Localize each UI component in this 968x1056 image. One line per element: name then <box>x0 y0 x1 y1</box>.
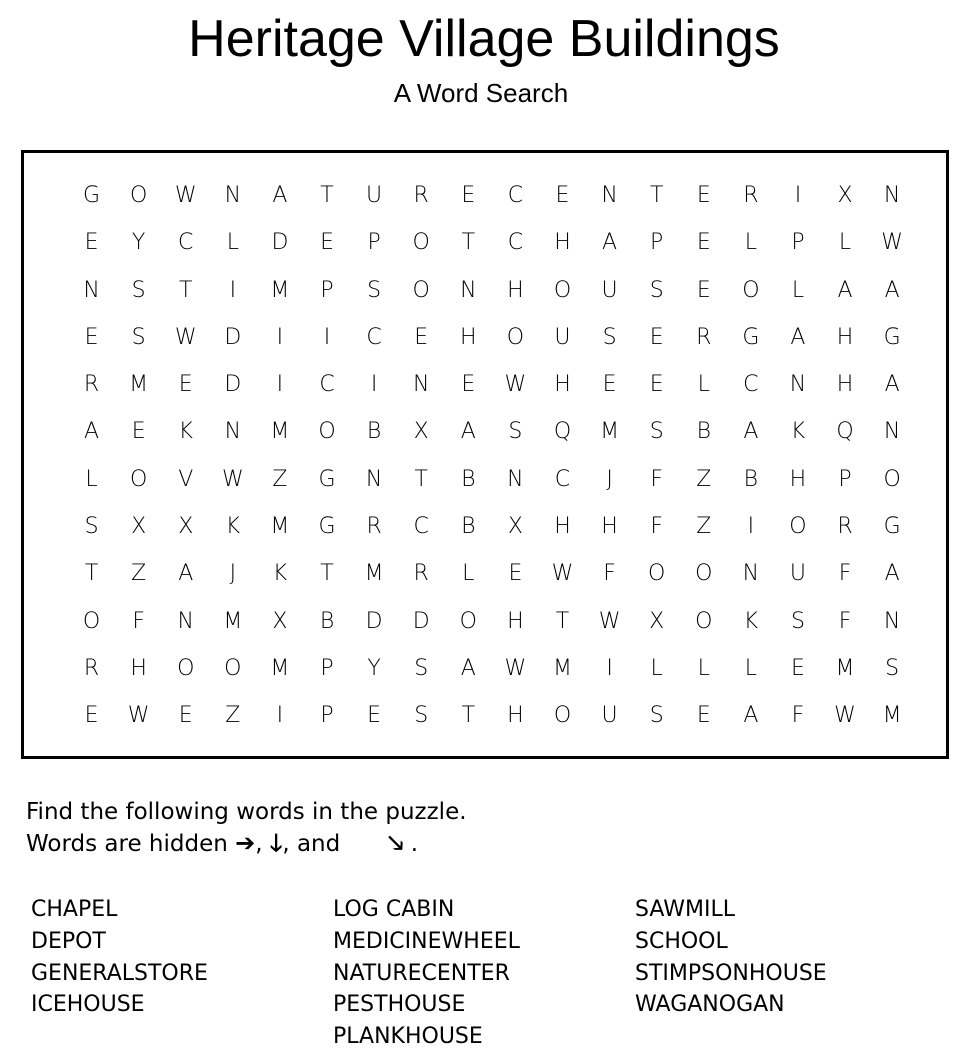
grid-letter[interactable]: E <box>178 703 193 729</box>
grid-letter[interactable]: G <box>318 466 336 492</box>
grid-letter[interactable]: C <box>507 230 524 256</box>
grid-letter[interactable]: O <box>412 277 430 303</box>
grid-letter[interactable]: B <box>696 419 711 445</box>
arrow-down-icon: 🡓 <box>269 829 283 857</box>
grid-letter[interactable]: G <box>318 514 336 540</box>
grid-letter[interactable]: S <box>649 419 664 445</box>
grid-letter[interactable]: X <box>837 183 853 208</box>
grid-letter[interactable]: U <box>789 561 806 587</box>
grid-letter[interactable]: V <box>178 466 194 492</box>
grid-letter[interactable]: L <box>791 277 805 303</box>
grid-letter[interactable]: B <box>461 466 476 492</box>
grid-letter[interactable]: U <box>366 183 383 208</box>
grid-letter[interactable]: R <box>83 372 100 398</box>
grid-letter[interactable]: S <box>131 277 146 303</box>
grid-letter[interactable]: A <box>743 703 759 729</box>
grid-letter[interactable]: S <box>508 419 523 445</box>
grid-letter[interactable]: H <box>130 655 147 681</box>
grid-letter[interactable]: N <box>883 608 901 634</box>
word-list-item: SAWMILL <box>635 897 735 922</box>
grid-letter[interactable]: E <box>649 372 664 398</box>
grid-letter[interactable]: P <box>650 230 664 256</box>
grid-letter[interactable]: F <box>838 561 852 587</box>
grid-letter[interactable]: A <box>272 183 288 208</box>
grid-letter[interactable]: N <box>742 561 760 587</box>
word-list-item: PESTHOUSE <box>333 992 466 1018</box>
grid-letter[interactable]: O <box>82 608 101 634</box>
page-title: Heritage Village Buildings <box>188 10 780 68</box>
grid-letter[interactable]: L <box>744 655 757 681</box>
grid-letter[interactable]: I <box>276 372 284 398</box>
grid-letter[interactable]: M <box>270 514 290 540</box>
grid-letter[interactable]: G <box>883 324 901 350</box>
grid-letter[interactable]: M <box>364 561 384 587</box>
grid-letter[interactable]: F <box>650 514 663 540</box>
grid-letter[interactable]: I <box>229 277 237 303</box>
grid-letter[interactable]: O <box>742 277 760 303</box>
grid-letter[interactable]: W <box>504 655 527 681</box>
grid-letter[interactable]: E <box>649 324 664 350</box>
grid-letter[interactable]: W <box>174 183 197 208</box>
grid-letter[interactable]: G <box>83 183 101 208</box>
word-list-item: NATURECENTER <box>333 960 510 986</box>
grid-letter[interactable]: J <box>229 561 237 587</box>
grid-letter[interactable]: N <box>507 466 524 492</box>
grid-letter[interactable]: A <box>602 230 618 256</box>
grid-letter[interactable]: X <box>507 514 523 540</box>
grid-letter[interactable]: Q <box>553 419 572 445</box>
word-list-column-1 <box>31 894 208 1021</box>
separator-and: , and <box>282 831 341 857</box>
grid-letter[interactable]: X <box>649 608 665 634</box>
word-list-item: LOG CABIN <box>333 897 455 922</box>
grid-letter[interactable]: W <box>834 703 856 729</box>
grid-letter[interactable]: C <box>507 183 524 208</box>
grid-letter[interactable]: B <box>319 608 335 634</box>
grid-letter[interactable]: R <box>413 183 429 208</box>
grid-letter[interactable]: X <box>178 514 194 540</box>
grid-letter[interactable]: F <box>603 561 616 587</box>
grid-letter[interactable]: E <box>696 183 711 208</box>
grid-letter[interactable]: C <box>178 230 194 256</box>
grid-letter[interactable]: O <box>695 561 713 587</box>
word-list-item: MEDICINEWHEEL <box>333 928 520 954</box>
grid-letter[interactable]: P <box>320 703 334 729</box>
grid-letter[interactable]: P <box>320 277 334 303</box>
grid-letter[interactable]: Z <box>696 514 712 540</box>
grid-letter[interactable]: O <box>506 324 525 350</box>
grid-letter[interactable]: E <box>320 230 334 256</box>
grid-letter[interactable]: M <box>552 655 572 681</box>
grid-letter[interactable]: N <box>224 419 242 445</box>
grid-letter[interactable]: Y <box>367 655 381 681</box>
grid-letter[interactable]: N <box>412 372 430 398</box>
grid-letter[interactable]: E <box>131 419 146 445</box>
grid-letter[interactable]: N <box>460 277 477 303</box>
grid-letter[interactable]: S <box>84 514 99 540</box>
grid-letter[interactable]: W <box>127 703 150 729</box>
grid-letter[interactable]: E <box>696 277 711 303</box>
word-list-item: SCHOOL <box>635 928 728 954</box>
grid-letter[interactable]: Z <box>131 561 147 587</box>
grid-letter[interactable]: T <box>320 561 334 587</box>
grid-letter[interactable]: A <box>884 561 900 587</box>
grid-letter[interactable]: C <box>413 514 429 540</box>
grid-letter[interactable]: W <box>881 230 904 256</box>
grid-letter[interactable]: A <box>84 419 100 445</box>
grid-letter[interactable]: W <box>598 608 621 634</box>
grid-letter[interactable]: S <box>649 703 664 729</box>
grid-letter[interactable]: M <box>270 277 290 303</box>
instructions-line-1: Find the following words in the puzzle. <box>26 799 467 825</box>
grid-letter[interactable]: J <box>606 466 613 492</box>
grid-letter[interactable]: Z <box>225 703 241 729</box>
instructions-prefix: Words are hidden <box>26 831 228 857</box>
grid-letter[interactable]: H <box>554 514 571 540</box>
grid-letter[interactable]: I <box>370 372 378 398</box>
grid-letter[interactable]: L <box>697 655 710 681</box>
grid-letter[interactable]: O <box>695 608 713 634</box>
grid-letter[interactable]: H <box>554 230 571 256</box>
grid-letter[interactable]: C <box>554 466 571 492</box>
grid-letter[interactable]: S <box>885 655 900 681</box>
grid-letter[interactable]: R <box>837 514 853 540</box>
grid-letter[interactable]: T <box>649 183 664 208</box>
page-subtitle: A Word Search <box>393 78 569 108</box>
grid-letter[interactable]: A <box>884 372 900 398</box>
grid-letter[interactable]: E <box>555 183 570 208</box>
grid-letter[interactable]: D <box>412 608 430 634</box>
grid-letter[interactable]: S <box>790 608 805 634</box>
grid-letter[interactable]: R <box>743 183 759 208</box>
puzzle-frame <box>21 150 949 759</box>
grid-letter[interactable]: K <box>272 561 288 587</box>
grid-letter[interactable]: A <box>743 419 759 445</box>
grid-letter[interactable]: H <box>836 372 854 398</box>
word-list-item: GENERALSTORE <box>31 960 208 986</box>
grid-letter[interactable]: L <box>462 561 475 587</box>
grid-letter[interactable]: B <box>366 419 382 445</box>
grid-letter[interactable]: O <box>789 514 807 540</box>
grid-letter[interactable]: O <box>553 703 572 729</box>
grid-letter[interactable]: B <box>461 514 476 540</box>
grid-letter[interactable]: X <box>272 608 288 634</box>
grid-letter[interactable]: N <box>789 372 807 398</box>
grid-letter[interactable]: F <box>791 703 805 729</box>
grid-letter[interactable]: G <box>742 324 760 350</box>
grid-letter[interactable]: Z <box>696 466 712 492</box>
grid-letter[interactable]: W <box>174 324 197 350</box>
grid-letter[interactable]: A <box>178 561 194 587</box>
grid-letter[interactable]: N <box>83 277 100 303</box>
word-list-item: DEPOT <box>31 928 106 954</box>
grid-letter[interactable]: B <box>743 466 759 492</box>
grid-letter[interactable]: I <box>606 655 613 681</box>
grid-letter[interactable]: M <box>882 703 902 729</box>
separator-comma: , <box>255 831 263 857</box>
grid-letter[interactable]: M <box>270 655 290 681</box>
grid-letter[interactable]: O <box>129 466 148 492</box>
grid-letter[interactable]: X <box>413 419 429 445</box>
word-list-column-3 <box>635 894 827 1021</box>
grid-letter[interactable]: M <box>835 655 855 681</box>
grid-letter[interactable]: I <box>747 514 755 540</box>
grid-letter[interactable]: S <box>649 277 664 303</box>
grid-letter[interactable]: N <box>883 419 901 445</box>
grid-letter[interactable]: E <box>791 655 805 681</box>
grid-letter[interactable]: L <box>744 230 757 256</box>
grid-letter[interactable]: A <box>884 277 900 303</box>
grid-letter[interactable]: M <box>600 419 620 445</box>
grid-letter[interactable]: C <box>366 324 382 350</box>
grid-letter[interactable]: E <box>84 230 99 256</box>
grid-letter[interactable]: L <box>838 230 852 256</box>
grid-letter[interactable]: Y <box>131 230 146 256</box>
grid-letter[interactable]: Q <box>836 419 854 445</box>
word-list-item: STIMPSONHOUSE <box>635 960 827 986</box>
grid-letter[interactable]: A <box>790 324 806 350</box>
grid-letter[interactable]: O <box>553 277 572 303</box>
letter-grid <box>68 172 916 740</box>
grid-letter[interactable]: H <box>789 466 807 492</box>
grid-letter[interactable]: I <box>276 324 284 350</box>
word-list-item: PLANKHOUSE <box>333 1024 483 1050</box>
grid-letter[interactable]: T <box>179 277 193 303</box>
grid-letter[interactable]: L <box>85 466 98 492</box>
grid-letter[interactable]: F <box>650 466 663 492</box>
grid-letter[interactable]: S <box>414 655 429 681</box>
grid-letter[interactable]: F <box>838 608 852 634</box>
grid-letter[interactable]: N <box>883 183 901 208</box>
grid-letter[interactable]: A <box>460 655 476 681</box>
grid-letter[interactable]: M <box>270 419 290 445</box>
grid-letter[interactable]: O <box>412 230 430 256</box>
arrow-diagonal-down-right-icon: 🡖 <box>387 829 404 857</box>
word-list-item: WAGANOGAN <box>635 992 785 1018</box>
grid-letter[interactable]: P <box>791 230 805 256</box>
instructions-line-2 <box>26 827 418 860</box>
grid-letter[interactable]: F <box>132 608 145 634</box>
grid-letter[interactable]: Z <box>272 466 288 492</box>
grid-letter[interactable]: U <box>554 324 571 350</box>
grid-letter[interactable]: N <box>365 466 383 492</box>
grid-letter[interactable]: N <box>601 183 618 208</box>
grid-letter[interactable]: O <box>318 419 336 445</box>
grid-letter[interactable]: L <box>650 655 663 681</box>
grid-letter[interactable]: I <box>323 324 331 350</box>
grid-letter[interactable]: O <box>129 183 148 208</box>
grid-letter[interactable]: H <box>601 514 618 540</box>
grid-letter[interactable]: U <box>601 277 618 303</box>
grid-letter[interactable]: O <box>883 466 901 492</box>
grid-letter[interactable]: P <box>838 466 852 492</box>
grid-letter[interactable]: H <box>460 324 477 350</box>
grid-letter[interactable]: S <box>367 277 382 303</box>
grid-letter[interactable]: W <box>551 561 574 587</box>
grid-letter[interactable]: C <box>743 372 759 398</box>
word-list-item: ICEHOUSE <box>31 992 145 1018</box>
grid-letter[interactable]: T <box>555 608 570 634</box>
grid-letter[interactable]: O <box>648 561 666 587</box>
grid-letter[interactable]: K <box>790 419 806 445</box>
grid-letter[interactable]: E <box>178 372 193 398</box>
grid-letter[interactable]: T <box>461 230 476 256</box>
grid-letter[interactable]: M <box>223 608 243 634</box>
grid-letter[interactable]: S <box>131 324 146 350</box>
grid-letter[interactable]: U <box>601 703 618 729</box>
grid-letter[interactable]: H <box>554 372 571 398</box>
grid-letter[interactable]: E <box>414 324 429 350</box>
instructions-period: . <box>410 831 419 857</box>
grid-letter[interactable]: E <box>602 372 617 398</box>
grid-letter[interactable]: H <box>507 277 524 303</box>
grid-letter[interactable]: E <box>367 703 382 729</box>
grid-letter[interactable]: E <box>508 561 523 587</box>
word-list-item: CHAPEL <box>31 897 118 922</box>
grid-letter[interactable]: E <box>461 372 476 398</box>
grid-letter[interactable]: H <box>507 608 524 634</box>
grid-letter[interactable]: N <box>177 608 194 634</box>
word-list-column-2 <box>333 894 520 1053</box>
grid-letter[interactable]: T <box>84 561 99 587</box>
grid-letter[interactable]: N <box>224 183 242 208</box>
grid-letter[interactable]: S <box>602 324 617 350</box>
grid-letter[interactable]: T <box>461 703 476 729</box>
grid-letter[interactable]: E <box>461 183 476 208</box>
grid-letter[interactable]: P <box>367 230 381 256</box>
grid-letter[interactable]: W <box>504 372 527 398</box>
grid-letter[interactable]: H <box>836 324 854 350</box>
grid-letter[interactable]: T <box>414 466 428 492</box>
grid-letter[interactable]: O <box>459 608 477 634</box>
grid-letter[interactable]: I <box>276 703 284 729</box>
grid-letter[interactable]: O <box>224 655 242 681</box>
grid-letter[interactable]: P <box>320 655 334 681</box>
grid-letter[interactable]: E <box>84 703 99 729</box>
grid-letter[interactable]: H <box>507 703 524 729</box>
grid-letter[interactable]: E <box>696 703 711 729</box>
grid-letter[interactable]: T <box>320 183 334 208</box>
grid-letter[interactable]: G <box>883 514 901 540</box>
grid-letter[interactable]: X <box>131 514 147 540</box>
grid-letter[interactable]: A <box>837 277 853 303</box>
grid-letter[interactable]: L <box>226 230 239 256</box>
grid-letter[interactable]: D <box>224 372 242 398</box>
grid-letter[interactable]: R <box>696 324 712 350</box>
grid-letter[interactable]: D <box>271 230 289 256</box>
grid-letter[interactable]: K <box>225 514 241 540</box>
grid-letter[interactable]: C <box>319 372 335 398</box>
grid-letter[interactable]: D <box>365 608 383 634</box>
grid-letter[interactable]: R <box>366 514 382 540</box>
grid-letter[interactable]: E <box>696 230 711 256</box>
grid-letter[interactable]: D <box>224 324 242 350</box>
grid-letter[interactable]: M <box>129 372 149 398</box>
arrow-right-icon: ➔ <box>235 829 256 857</box>
grid-letter[interactable]: R <box>83 655 100 681</box>
grid-letter[interactable]: A <box>460 419 476 445</box>
grid-letter[interactable]: O <box>177 655 195 681</box>
grid-letter[interactable]: W <box>221 466 244 492</box>
grid-letter[interactable]: K <box>743 608 759 634</box>
grid-letter[interactable]: R <box>413 561 429 587</box>
grid-letter[interactable]: L <box>697 372 710 398</box>
grid-letter[interactable]: E <box>84 324 99 350</box>
grid-letter[interactable]: S <box>414 703 429 729</box>
grid-letter[interactable]: K <box>178 419 193 445</box>
grid-letter[interactable]: I <box>794 183 802 208</box>
